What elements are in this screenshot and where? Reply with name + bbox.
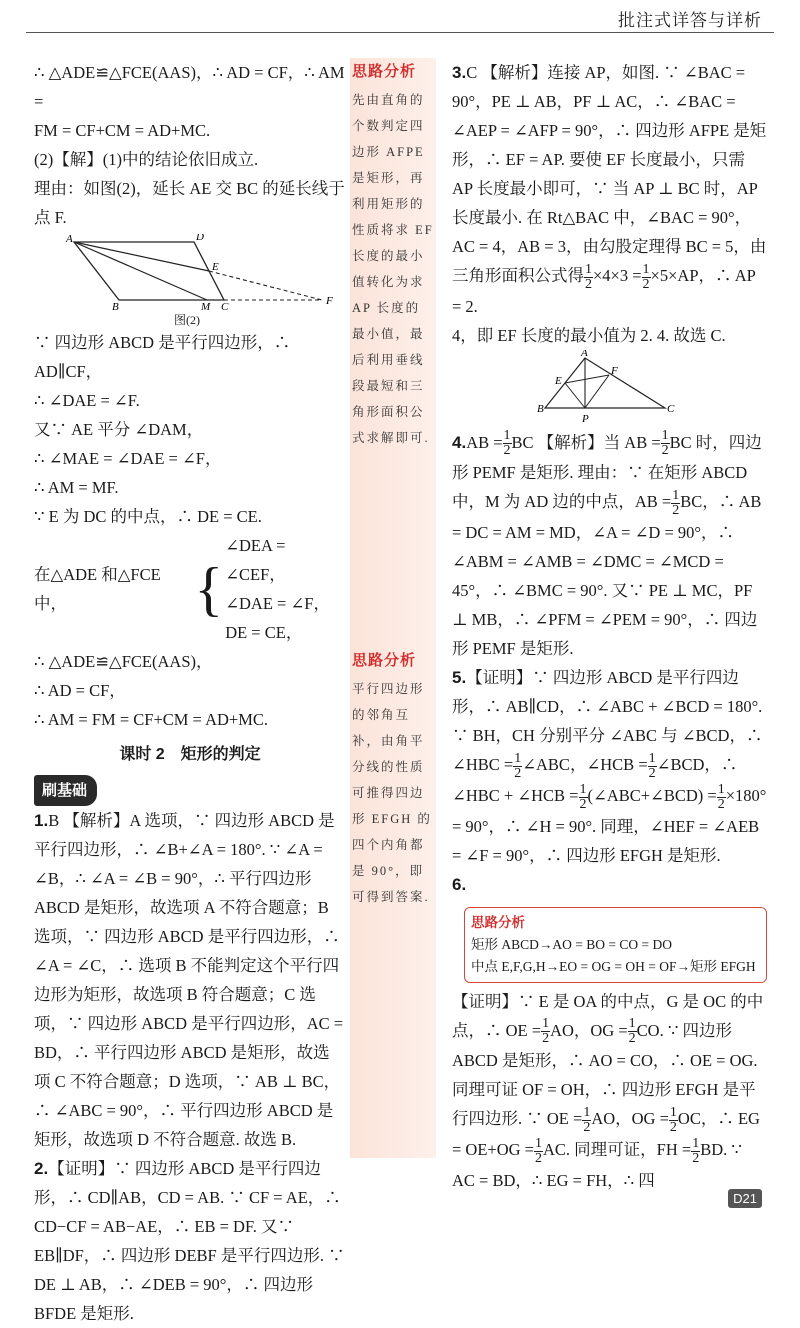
brace-line: DE = CE， [225, 623, 303, 642]
text-line: ∴ △ADE≌△FCE(AAS)，∴ AD = CF，∴ AM = [34, 63, 345, 111]
question-number: 2. [34, 1159, 49, 1178]
answer-text: ∠BCD，∴ ∠HBC + ∠HCB = [452, 755, 738, 805]
answer-text: CO. ∵ 四边形 ABCD 是矩形，∴ AO = CO，∴ OE = OG. 同理可证 OF = OH，∴ 四边形 EFGH 是平行四边形. ∵ OE = [452, 1020, 758, 1129]
numerator: 1 [642, 261, 650, 277]
analysis-text: 先由直角的个数判定四边形 AFPE 是矩形，再利用矩形的性质将求 EF 长度的最小值转化为求 AP 长度的最小值，最后利用垂线段最短和三角形面积公式求解即可. [352, 93, 434, 445]
label-p: P [582, 412, 589, 425]
left-column [34, 58, 346, 1328]
answer-text: 【证明】∵ 四边形 ABCD 是平行四边形，∴ CD∥AB，CD = AB. ∵ CF = AE，∴ CD−CF = AB−AE，∴ EB = DF. 又∵ EB∥DF，∴ 四边形 DEBF 是平行四边形. ∵ DE ⊥ AB，∴ ∠DEB = 90°，∴ 四边形 BFDE 是矩形. [34, 1159, 345, 1323]
brace-line: ∠DEA = ∠CEF， [225, 536, 286, 584]
answer-text: AO，OG = [591, 1109, 669, 1129]
answer-text: AB = [466, 432, 503, 452]
analysis-heading: 思路分析 [352, 64, 417, 80]
text-line: ∴ ∠MAE = ∠DAE = ∠F， [34, 449, 222, 468]
brace-system [34, 531, 346, 647]
denominator: 2 [542, 1031, 550, 1047]
numerator: 1 [514, 750, 522, 766]
numerator: 1 [717, 781, 725, 797]
answer-text: 【证明】∵ E 是 OA 的中点，G 是 OC 的中点，∴ OE = [452, 991, 764, 1040]
fraction [691, 1137, 700, 1166]
question-5 [452, 663, 767, 869]
question-number: 4. [452, 432, 467, 452]
numerator: 1 [669, 1105, 677, 1121]
label-b: B [537, 402, 544, 415]
question-4 [452, 428, 767, 663]
answer-text: BC 【解析】当 AB = [511, 432, 661, 452]
text-line: ∵ E 为 DC 的中点，∴ DE = CE. [34, 507, 262, 526]
label-f: F [326, 295, 333, 307]
answer-text: ×180° = 90°，∴ ∠H = 90°. 同理，∠HEF = ∠AEB = ∠F = 90°，∴ 四边形 EFGH 是矩形. [452, 785, 767, 865]
text-line: FM = CF+CM = AD+MC. [34, 121, 211, 140]
answer-text: C 【解析】连接 AP，如图. ∵ ∠BAC = 90°，PE ⊥ AB，PF ⊥ AC，∴ ∠BAC = ∠AEP = ∠AFP = 90°，∴ 四边形 AFPE 是矩形，∴ EF = AP. 要使 EF 长度最小，只需 AP 长度最小即可，∵ 当 AP ⊥ BC 时，AP 长度最小. 在 Rt△BAC 中，∠BAC = 90°，AC = 4，AB = 3，由勾股定理得 BC = 5，由三角形面积公式得 [452, 63, 767, 285]
text-line: 理由：如图(2)，延长 AE 交 BC 的延长线于点 F. [34, 179, 345, 227]
answer-text: ×4×3 = [593, 266, 642, 285]
label-b: B [112, 301, 119, 313]
triangle-diagram [537, 350, 687, 426]
page-number: D21 [728, 1189, 762, 1208]
question-number: 3. [452, 63, 467, 82]
numerator: 1 [542, 1016, 550, 1032]
denominator: 2 [661, 443, 669, 459]
answer-text: (∠ABC+∠BCD) = [587, 785, 717, 805]
spacer [352, 451, 434, 647]
answer-text: AC. 同理可证，FH = [543, 1140, 692, 1160]
denominator: 2 [628, 1031, 636, 1047]
brace-line: ∠DAE = ∠F， [225, 594, 330, 613]
numerator: 1 [672, 488, 680, 504]
answer-text: OC，∴ EG = OE+OG = [452, 1109, 760, 1160]
fraction [584, 263, 593, 292]
answer-text: AO，OG = [550, 1020, 628, 1040]
answer-text: BC，∴ AB = DC = AM = MD，∠A = ∠D = 90°，∴ ∠ABM = ∠AMB = ∠DMC = ∠MCD = 45°，∴ ∠BMC = 90°. 又∵ PE ⊥ MC，PF ⊥ MB，∴ ∠PFM = ∠PEM = 90°，∴ 四边形 PEMF 是矩形. [452, 492, 762, 659]
fraction [582, 1106, 591, 1135]
fraction [579, 783, 588, 812]
numerator: 1 [648, 750, 656, 766]
denominator: 2 [669, 1120, 677, 1136]
denominator: 2 [514, 765, 522, 781]
figure-caption: 图(2) [174, 313, 200, 327]
right-column [452, 58, 767, 1195]
question-1 [34, 806, 346, 1154]
denominator: 2 [672, 503, 680, 519]
denominator: 2 [717, 796, 725, 812]
numerator: 1 [535, 1135, 542, 1151]
answer-text: BC 时，四边形 PEMF 是矩形. 理由：∵ 在矩形 ABCD 中，M 为 AD 边的中点，AB = [452, 432, 762, 512]
question-6-label [452, 870, 767, 899]
denominator: 2 [648, 765, 656, 781]
denominator: 2 [503, 443, 511, 459]
answer-text: ∠ABC，∠HCB = [522, 755, 648, 775]
analysis-text: 平行四边形的邻角互补，由角平分线的性质可推得四边形 EFGH 的四个内角都是 90°，即可得到答案. [352, 682, 432, 904]
label-m: M [201, 301, 211, 313]
fraction [717, 783, 726, 812]
numerator: 1 [692, 1135, 700, 1151]
parallelogram-diagram [64, 234, 364, 314]
label-a: A [66, 234, 73, 245]
numerator: 1 [628, 1016, 636, 1032]
question-number: 1. [34, 811, 49, 830]
question-number: 5. [452, 668, 467, 688]
denominator: 2 [692, 1150, 700, 1166]
fraction [534, 1137, 543, 1166]
text-line: (2)【解】(1)中的结论依旧成立. [34, 150, 259, 169]
text-line: ∴ ∠DAE = ∠F. [34, 391, 140, 410]
label-e: E [212, 261, 219, 273]
brace-symbol: { [194, 556, 224, 622]
question-3 [452, 58, 767, 321]
question-number: 6. [452, 874, 467, 894]
page-header: 批注式详答与详析 [618, 11, 762, 30]
fraction [671, 489, 680, 518]
label-c: C [221, 301, 229, 313]
label-d: D [196, 234, 204, 243]
denominator: 2 [642, 276, 650, 292]
numerator: 1 [503, 428, 511, 444]
tag-basic: 刷基础 [34, 775, 97, 806]
text-line: ∴ AD = CF， [34, 681, 126, 700]
figure-2 [34, 232, 346, 328]
header-rule [26, 32, 774, 33]
fraction [642, 263, 651, 292]
numerator: 1 [579, 781, 587, 797]
answer-text: ×5×AP，∴ AP = 2. [452, 266, 756, 316]
label-a: A [581, 349, 588, 359]
question-2 [34, 1154, 346, 1328]
text-line: ∴ AM = FM = CF+CM = AD+MC. [34, 710, 269, 729]
figure-3 [452, 350, 767, 428]
fraction [669, 1106, 678, 1135]
numerator: 1 [661, 428, 669, 444]
text-line: 4，即 EF 长度的最小值为 2. 4. 故选 C. [452, 325, 726, 345]
label-f: F [611, 364, 618, 377]
fraction [661, 429, 670, 458]
brace-intro: 在△ADE 和△FCE 中， [34, 565, 161, 613]
numerator: 1 [583, 1105, 591, 1121]
label-e: E [555, 374, 562, 387]
answer-text: 【证明】∵ 四边形 ABCD 是平行四边形，∴ AB∥CD，∴ ∠ABC + ∠BCD = 180°. ∵ BH，CH 分别平分 ∠ABC 与 ∠BCD，∴ ∠HBC = [452, 668, 763, 775]
thinking-box-line: 中点 E,F,G,H→EO = OG = OH = OF→矩形 EFGH [471, 958, 756, 974]
fraction [628, 1017, 637, 1046]
answer-text: BD. ∵ AC = BD，∴ EG = FH，∴ 四 [452, 1140, 742, 1190]
question-6 [452, 987, 767, 1195]
analysis-heading: 思路分析 [352, 653, 417, 669]
fraction [513, 752, 522, 781]
denominator: 2 [583, 1120, 591, 1136]
text-line: ∴ AM = MF. [34, 478, 119, 497]
thinking-box-title: 思路分析 [471, 914, 525, 930]
answer-text: B 【解析】A 选项，∵ 四边形 ABCD 是平行四边形，∴ ∠B+∠A = 180°. ∵ ∠A = ∠B，∴ ∠A = ∠B = 90°，∴ 平行四边形 ABCD 是矩形，故选项 A 不符合题意；B 选项，∵ 四边形 ABCD 是平行四边形，∴ ∠A = ∠C，∴ 选项 B 不能判定这个平行四边形为矩形，故选项 B 符合题意；C 选项，∵ 四边形 ABCD 是平行四边形，AC = BD，∴ 平行四边形 ABCD 是矩形，故选项 C 不符合题意；D 选项，∵ AB ⊥ BC，∴ ∠ABC = 90°，∴ 平行四边形 ABCD 是矩形，故选项 D 不符合题意. 故选 B. [34, 811, 344, 1149]
fraction [648, 752, 657, 781]
middle-column [352, 58, 434, 910]
label-c: C [667, 402, 675, 415]
thinking-box-line: 矩形 ABCD→AO = BO = CO = DO [471, 936, 672, 952]
section-tag [34, 775, 346, 806]
denominator: 2 [579, 796, 587, 812]
numerator: 1 [585, 261, 592, 277]
denominator: 2 [585, 276, 592, 292]
lesson-title: 课时 2 矩形的判定 [119, 746, 261, 763]
denominator: 2 [535, 1150, 542, 1166]
text-line: ∵ 四边形 ABCD 是平行四边形，∴ AD∥CF， [34, 333, 291, 381]
thinking-box [464, 907, 767, 983]
text-line: ∴ △ADE≌△FCE(AAS)， [34, 652, 213, 671]
fraction [503, 429, 512, 458]
fraction [541, 1017, 550, 1046]
text-line: 又∵ AE 平分 ∠DAM， [34, 420, 204, 439]
